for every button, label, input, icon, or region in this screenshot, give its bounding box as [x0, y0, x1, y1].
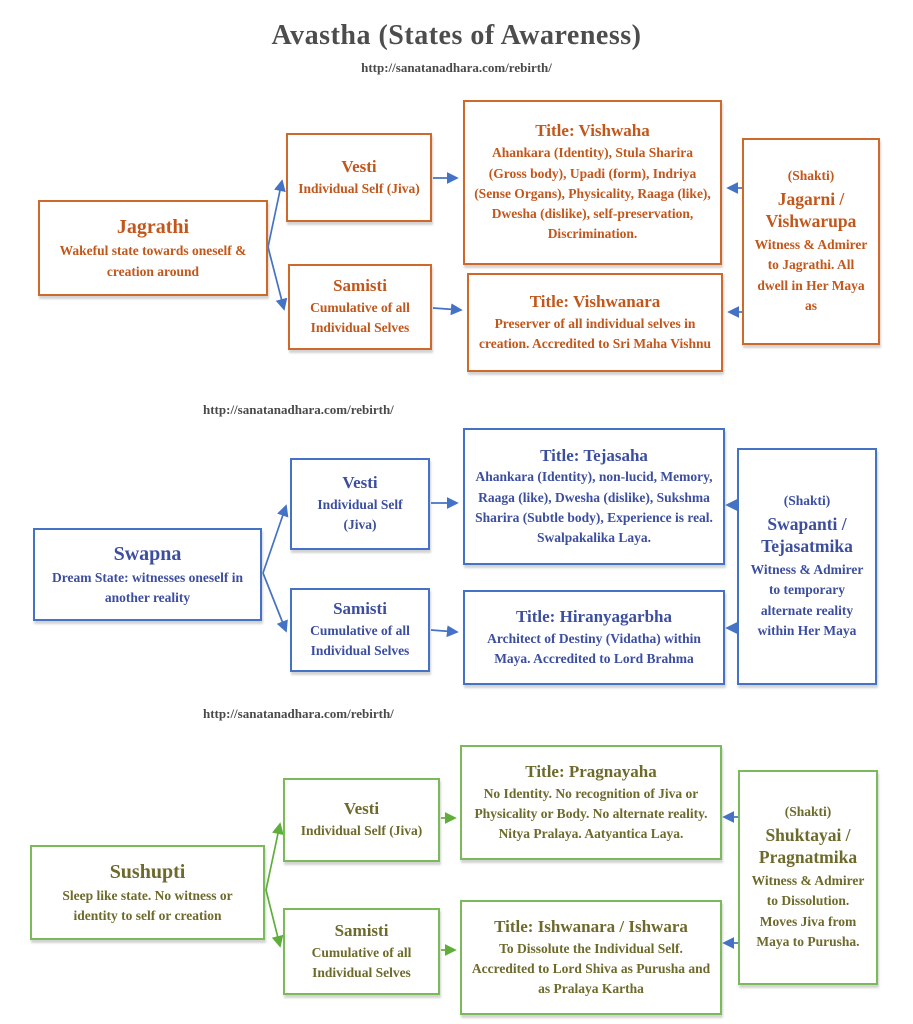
vesti-title: Vesti [342, 473, 378, 493]
header-url: http://sanatanadhara.com/rebirth/ [361, 60, 552, 75]
samisti-desc: Cumulative of all Individual Selves [311, 944, 412, 980]
state-desc: Sleep like state. No witness or identity to self or creation [62, 887, 233, 923]
vishwanara-desc: Preserver of all individual selves in creation. Accredited to Sri Maha Vishnu [479, 315, 711, 351]
shakti-label: (Shakti) [787, 167, 835, 183]
pragnayaha-desc: No Identity. No recognition of Jiva or Physicality or Body. No alternate reality. Nitya Pralaya. Aatyantica Laya. [474, 785, 708, 842]
sushupti-state-box [30, 845, 265, 940]
shakti-desc: Witness & Admirer to Dissolution. Moves Jiva from Maya to Purusha. [751, 873, 865, 949]
hiranyagarbha-title: Title: Hiranyagarbha [516, 606, 672, 626]
section3-url: http://sanatanadhara.com/rebirth/ [203, 706, 394, 721]
vesti-desc: Individual Self (Jiva) [300, 823, 423, 839]
samisti-title: Samisti [334, 920, 389, 940]
sushupti-vesti-box [283, 778, 440, 862]
shakti-label: (Shakti) [783, 492, 831, 508]
arrow-jagrathi-vesti [268, 181, 282, 247]
shakti-label: (Shakti) [784, 803, 832, 819]
state-title: Swapna [113, 542, 182, 565]
jagarni-shakti-box [742, 138, 880, 345]
vishwaha-desc: Ahankara (Identity), Stula Sharira (Gross body), Upadi (form), Indriya (Sense Organs), Physicality, Raaga (like), Dwesha (dislike), self-preservation, Discrimination. [474, 145, 711, 242]
vishwaha-box [463, 100, 722, 265]
state-desc: Wakeful state towards oneself & creation around [59, 243, 247, 279]
shakti-name: Swapanti / Tejasatmika [761, 513, 853, 557]
shakti-desc: Witness & Admirer to temporary alternate reality within Her Maya [750, 562, 864, 638]
tejasaha-title: Title: Tejasaha [540, 445, 648, 465]
vishwanara-box [467, 273, 723, 372]
page-title: Avastha (States of Awareness) [271, 20, 642, 51]
state-title: Jagrathi [116, 216, 190, 239]
jagrathi-samisti-box [288, 264, 432, 350]
vesti-desc: Individual Self (Jiva) [317, 497, 403, 533]
pragnayaha-title: Title: Pragnayaha [525, 761, 657, 781]
hiranyagarbha-desc: Architect of Destiny (Vidatha) within Maya. Accredited to Lord Brahma [487, 630, 701, 666]
swapna-state-box [33, 528, 262, 621]
samisti-desc: Cumulative of all Individual Selves [310, 623, 410, 659]
vishwanara-title: Title: Vishwanara [529, 291, 661, 311]
hiranyagarbha-box [463, 590, 725, 685]
vishwaha-title: Title: Vishwaha [535, 121, 650, 141]
vesti-desc: Individual Self (Jiva) [298, 180, 420, 196]
jagrathi-state-box [38, 200, 268, 296]
ishwanara-title: Title: Ishwanara / Ishwara [494, 916, 688, 936]
tejasaha-box [463, 428, 725, 565]
ishwanara-desc: To Dissolute the Individual Self. Accredited to Lord Shiva as Purusha and as Pralaya Kartha [471, 940, 711, 997]
jagrathi-vesti-box [286, 133, 432, 222]
swapna-samisti-box [290, 588, 430, 672]
state-title: Sushupti [109, 860, 186, 883]
pragnayaha-box [460, 745, 722, 860]
ishwanara-box [460, 900, 722, 1015]
samisti-title: Samisti [333, 276, 387, 296]
shuktayai-shakti-box [738, 770, 878, 985]
shakti-name: Shuktayai / Pragnatmika [758, 824, 858, 868]
arrow-swapna-samisti [263, 573, 286, 631]
arrow-sushupti-vesti [266, 824, 280, 890]
swapna-vesti-box [290, 458, 430, 550]
samisti-desc: Cumulative of all Individual Selves [310, 300, 410, 336]
arrow-sushupti-samisti [266, 890, 280, 946]
arrow-samisti1-vishwanara [433, 308, 461, 310]
sushupti-samisti-box [283, 908, 440, 995]
samisti-title: Samisti [333, 599, 387, 619]
shakti-desc: Witness & Admirer to Jagrathi. All dwell in Her Maya as [754, 237, 868, 313]
vesti-title: Vesti [343, 799, 380, 819]
state-desc: Dream State: witnesses oneself in another reality [52, 569, 243, 605]
shakti-name: Jagarni / Vishwarupa [765, 188, 857, 232]
arrow-swapna-vesti [263, 506, 286, 573]
swapanti-shakti-box [737, 448, 877, 685]
tejasaha-desc: Ahankara (Identity), non-lucid, Memory, Raaga (like), Dwesha (dislike), Sukshma Sharira (Subtle body), Experience is real. Swalpakalika Laya. [475, 469, 713, 546]
section2-url: http://sanatanadhara.com/rebirth/ [203, 402, 394, 417]
arrow-jagrathi-samisti [268, 247, 284, 309]
vesti-title: Vesti [341, 156, 377, 176]
arrow-samisti2-hiranyagarbha [431, 630, 457, 632]
